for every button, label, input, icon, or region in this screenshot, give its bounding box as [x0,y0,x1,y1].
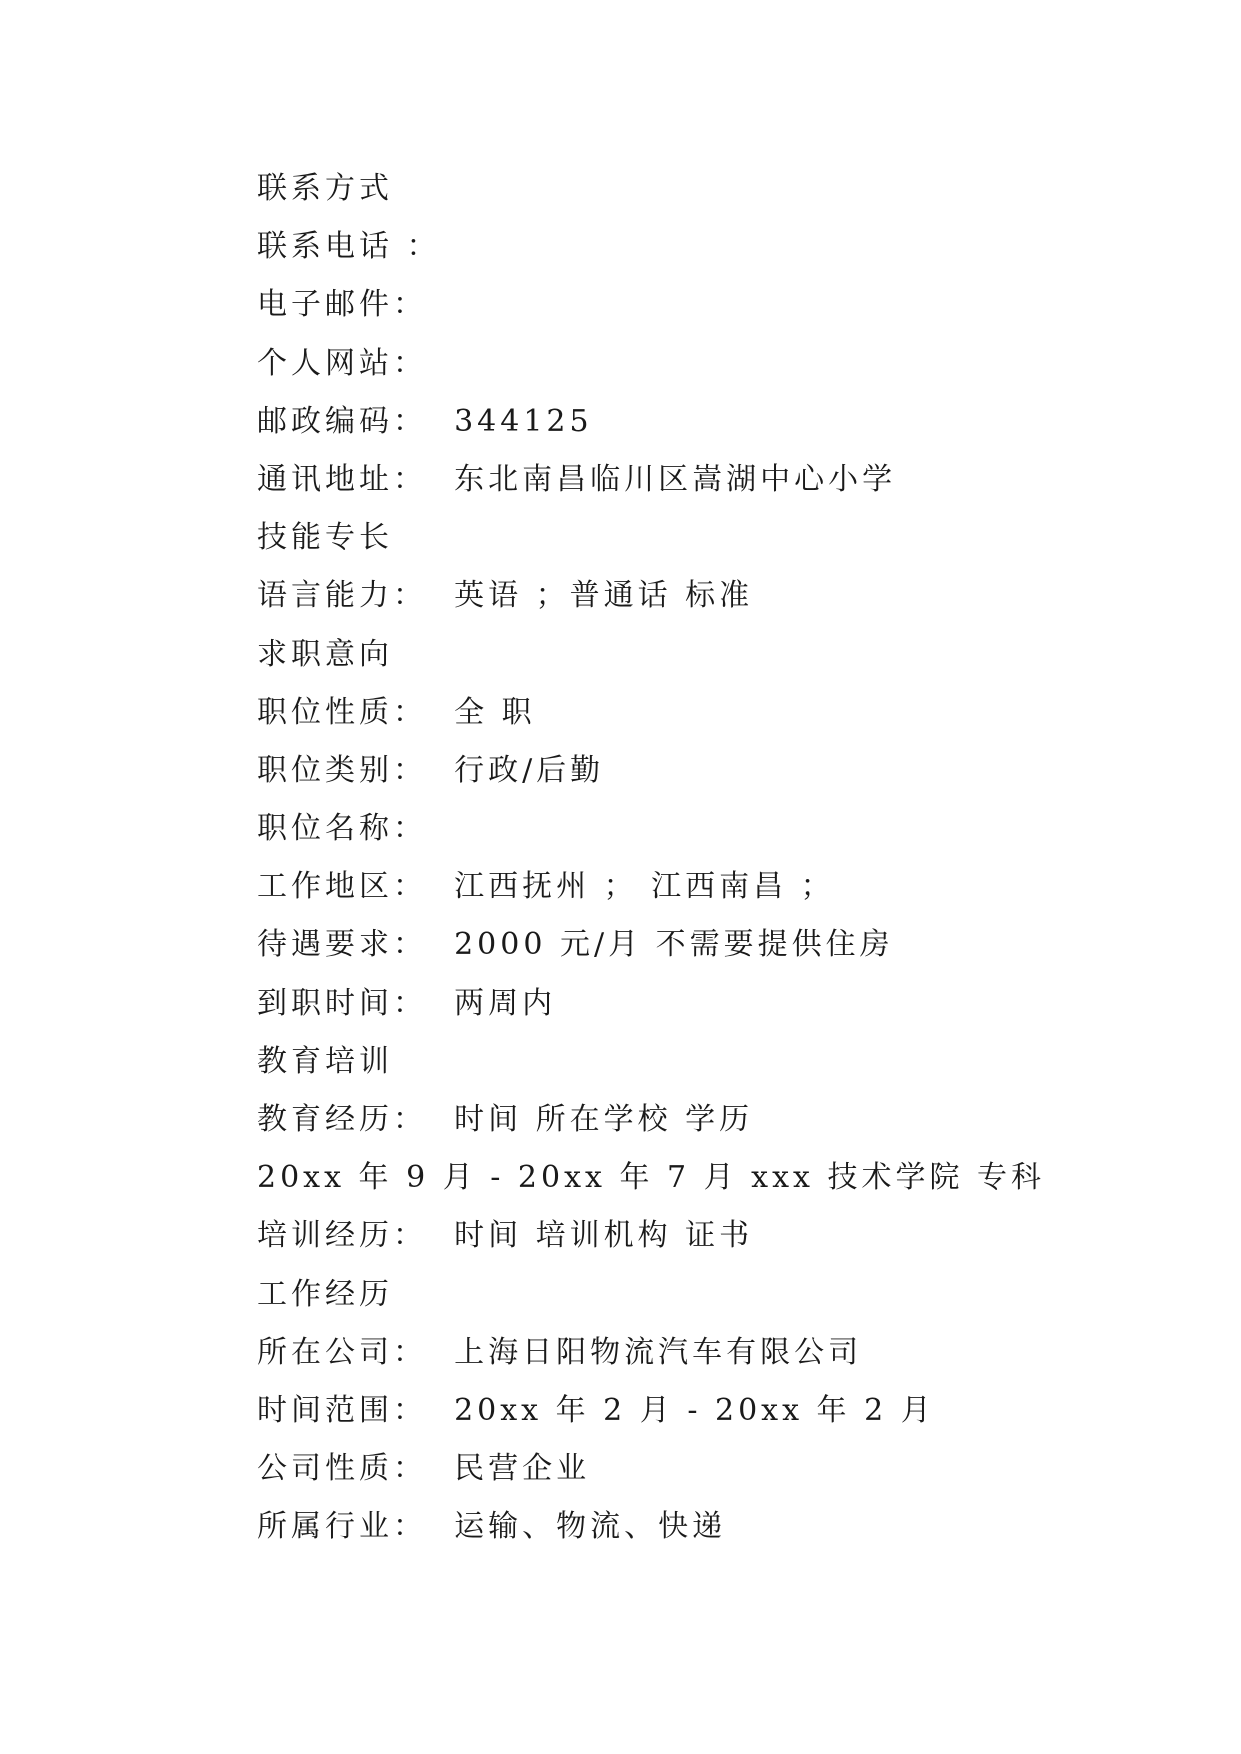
job-title-line: 职位名称： [257,811,427,847]
salary-line: 待遇要求： 2000 元/月 不需要提供住房 [257,927,894,963]
section-heading-education: 教育培训 [257,1043,393,1079]
job-category-line: 职位类别： 行政/后勤 [257,752,605,788]
start-time-line: 到职时间： 两周内 [257,985,557,1021]
company-line: 所在公司： 上海日阳物流汽车有限公司 [257,1334,863,1370]
email-line: 电子邮件： [257,287,427,323]
resume-text [257,160,1177,1557]
section-heading-contact: 联系方式 [257,171,393,206]
job-type-line: 职位性质： 全 职 [257,694,536,730]
language-line: 语言能力： 英语 ；普通话 标准 [257,578,754,614]
section-heading-job-intent: 求职意向 [257,636,393,672]
education-header-line: 教育经历： 时间 所在学校 学历 [257,1102,754,1137]
website-line: 个人网站： [257,345,427,381]
work-location-line: 工作地区： 江西抚州 ； 江西南昌 ； [257,869,835,905]
industry-line: 所属行业： 运输、物流、快递 [257,1509,727,1545]
address-line: 通讯地址： 东北南昌临川区嵩湖中心小学 [257,461,897,497]
section-heading-work: 工作经历 [257,1276,393,1312]
section-heading-skills: 技能专长 [257,520,393,556]
company-type-line: 公司性质： 民营企业 [257,1451,591,1487]
period-line: 时间范围： 20xx 年 2 月 - 20xx 年 2 月 [257,1392,935,1428]
phone-line: 联系电话 ： [257,229,441,265]
education-entry-line: 20xx 年 9 月 - 20xx 年 7 月 xxx 技术学院 专科 [257,1160,1045,1196]
postcode-line: 邮政编码： 344125 [257,403,593,439]
training-header-line: 培训经历： 时间 培训机构 证书 [257,1218,754,1254]
